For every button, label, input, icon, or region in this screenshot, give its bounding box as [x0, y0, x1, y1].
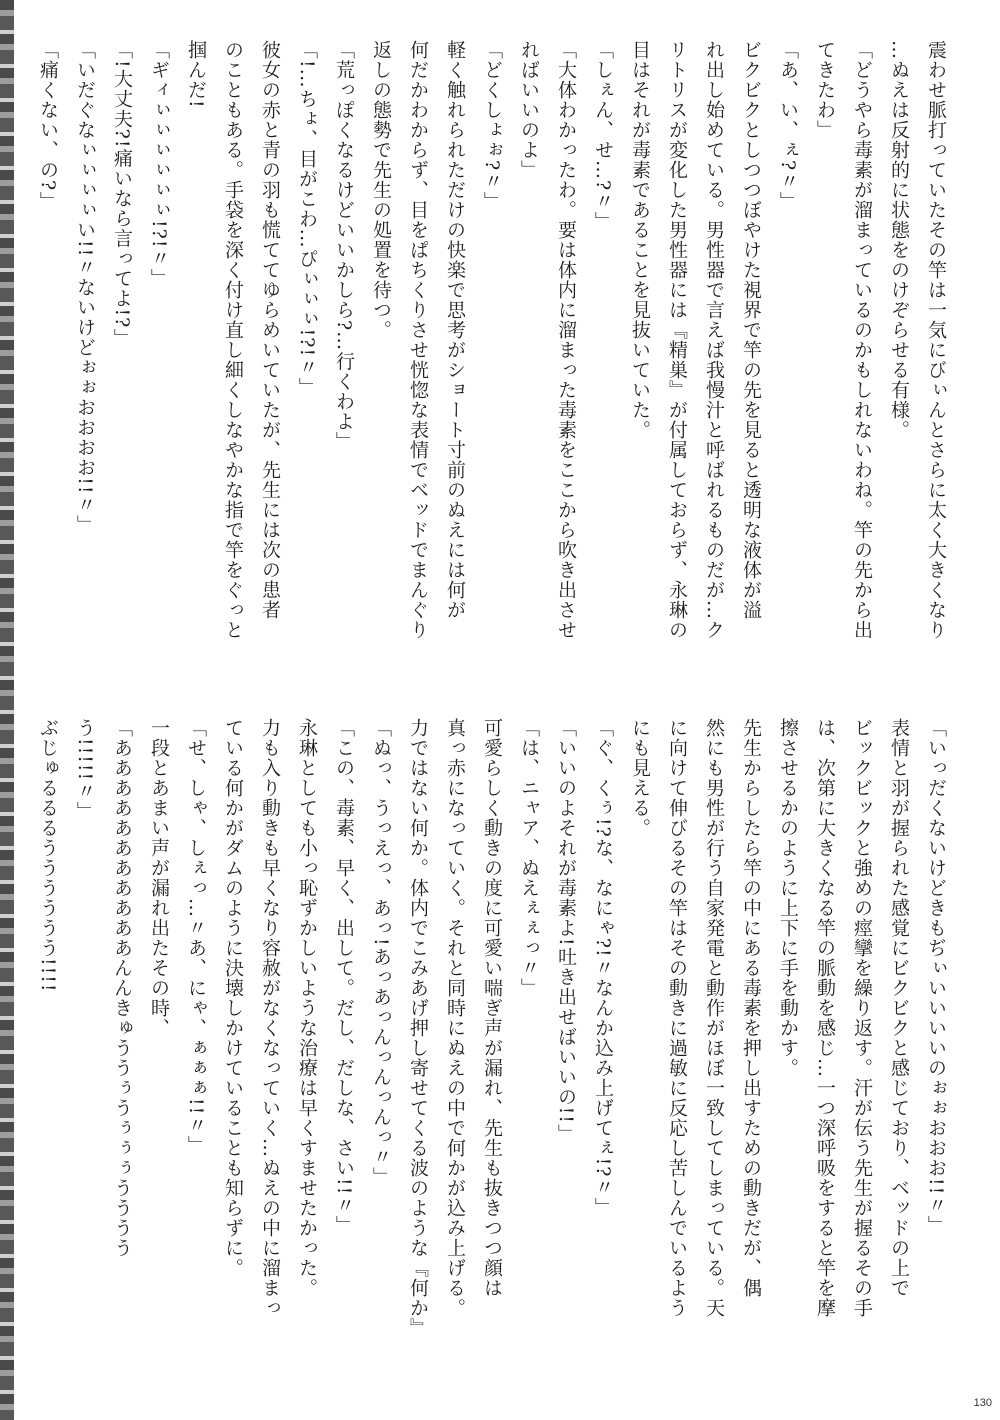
text-line: 「は、ニャア、ぬえぇぇっ〃」 — [518, 718, 540, 998]
text-line: 表情と羽が握られた感覚にビクビクと感じており、ベッドの上で — [888, 718, 910, 1298]
text-line: は、次第に大きくなる竿の脈動を感じ…一つ深呼吸をすると竿を摩 — [814, 718, 836, 1318]
text-line: 一段とあまい声が漏れ出たその時、 — [148, 718, 170, 1038]
text-line: に向けて伸びるその竿はその動きに過敏に反応し苦しんでいるよう — [666, 718, 688, 1318]
text-line: 「いいのよそれが毒素よ!吐き出せばいいの!!」 — [555, 718, 577, 1144]
text-line: 先生からしたら竿の中にある毒素を押し出すための動きだが、偶 — [740, 718, 762, 1298]
text-line: 震わせ脈打っていたその竿は一気にびぃんとさらに太く大きくなり — [925, 40, 947, 640]
text-line: 「大体わかったわ。要は体内に溜まった毒素をここから吹き出させ — [555, 40, 577, 640]
text-line: 「いだぐなぃぃぃぃい!!〃ないけどぉぉおおおお!!〃」 — [74, 40, 96, 535]
text-line: 可愛らしく動きの度に可愛い喘ぎ声が漏れ、先生も抜きつつ顔は — [481, 718, 503, 1298]
text-line: 「いっだくないけどきもぢぃいいいいのぉぉおおお!!〃」 — [925, 718, 947, 1236]
text-line: 「あああああああああああんんきゅううぅうぅぅぅうううう — [111, 718, 133, 1258]
text-line: 力ではない何か。体内でこみあげ押し寄せてくる波のような『何か』 — [407, 718, 429, 1338]
text-line: 「ぬっ、うっえっ、あっ!あっあっんっんっんっ〃」 — [370, 718, 392, 1187]
text-line: 「あ、い、ぇ?〃」 — [777, 40, 799, 212]
text-line: 何だかわからず、目をぱちくりさせ恍惚な表情でベッドでまんぐり — [407, 40, 429, 640]
text-line: 「この、毒素、早く、出して。だし、だしな、さい!!〃」 — [333, 718, 355, 1236]
text-line: 「ギィぃぃぃぃぃぃ!?!〃」 — [148, 40, 170, 289]
text-line: のこともある。手袋を深く付け直し細くしなやかな指で竿をぐっと — [222, 40, 244, 640]
text-line: ている何かがダムのように決壊しかけていることも知らずに。 — [222, 718, 244, 1278]
page-number: 130 — [973, 1397, 992, 1409]
text-line: リトリスが変化した男性器には『精巣』が付属しておらず、永琳の — [666, 40, 688, 640]
binding-edge-scan — [0, 0, 14, 1420]
text-line: 軽く触れられただけの快楽で思考がショート寸前のぬえには何が — [444, 40, 466, 620]
text-line: にも見える。 — [629, 718, 651, 838]
text-line: 「どうやら毒素が溜まっているのかもしれないわね。竿の先から出 — [851, 40, 873, 640]
text-line: てきたわ」 — [814, 40, 836, 140]
text-line: 彼女の赤と青の羽も慌ててゆらめいていたが、先生には次の患者 — [259, 40, 281, 620]
text-line: ぶじゅるるるうううううう!!!! — [37, 718, 59, 993]
text-line: 「せ、しゃ、しぇっ…〃あ、にゃ、ぁぁぁ!!〃」 — [185, 718, 207, 1156]
text-line: 然にも男性が行う自家発電と動作がほぼ一致してしまっている。天 — [703, 718, 725, 1318]
text-line: う!!!!!〃」 — [74, 718, 96, 822]
text-line: …ぬえは反射的に状態をのけぞらせる有様。 — [888, 40, 910, 440]
text-line: 返しの態勢で先生の処置を待つ。 — [370, 40, 392, 340]
text-line: 「どくしょぉ?〃」 — [481, 40, 503, 212]
text-line: ビクビクとしつつぼやけた視界で竿の先を見ると透明な液体が溢 — [740, 40, 762, 620]
text-line: 目はそれが毒素であることを見抜いていた。 — [629, 40, 651, 440]
text-line: 永琳としても小っ恥ずかしいような治療は早くすませたかった。 — [296, 718, 318, 1298]
text-line: 「!大丈夫?!痛いなら言ってよ!?」 — [111, 40, 133, 349]
text-block-bottom — [32, 718, 952, 1378]
text-line: 「ぐ、くぅ!?な、なにゃ?!〃なんか込み上げてぇ!?〃」 — [592, 718, 614, 1218]
text-line: 「!…ちょ、目がこわ…ぴぃぃぃ!?!〃」 — [296, 40, 318, 398]
text-line: 力も入り動きも早くなり容赦がなくなっていく…ぬえの中に溜まっ — [259, 718, 281, 1318]
text-line: 掴んだ! — [185, 40, 207, 109]
text-line: ビックビックと強めの痙攣を繰り返す。汗が伝う先生が握るその手 — [851, 718, 873, 1318]
text-line: 「しぇん、せ…?〃」 — [592, 40, 614, 232]
text-line: 「荒っぽくなるけどいいかしら?…行くわよ」 — [333, 40, 355, 452]
text-line: 「痛くない、の?」 — [37, 40, 59, 212]
text-line: れ出し始めている。男性器で言えば我慢汁と呼ばれるものだが…ク — [703, 40, 725, 640]
text-line: 真っ赤になっていく。それと同時にぬえの中で何かが込み上げる。 — [444, 718, 466, 1318]
text-block-top — [32, 40, 952, 700]
text-line: 擦させるかのように上下に手を動かす。 — [777, 718, 799, 1078]
text-line: ればいいのよ」 — [518, 40, 540, 180]
